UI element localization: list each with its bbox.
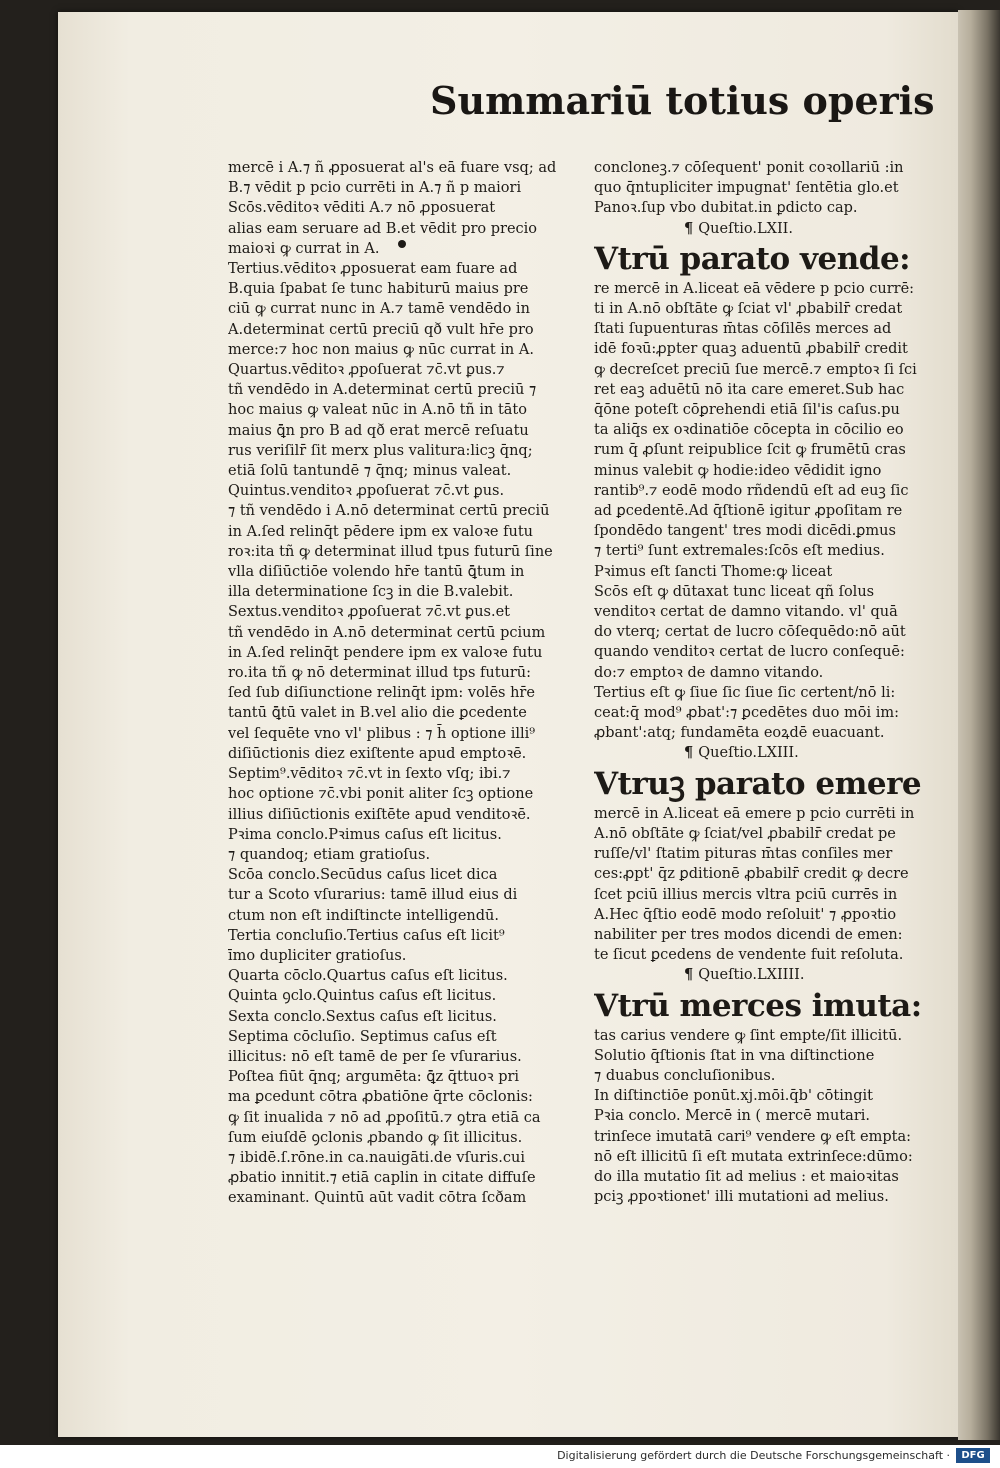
text-line: B.⁊ vēdit p pcio currēti in A.⁊ ñ p maiori — [228, 180, 522, 197]
text-line: quando venditoꝛ certat de lucro conſequē: — [594, 644, 905, 661]
text-line: re mercē in A.liceat eā vēdere p pcio currē: — [594, 280, 915, 297]
text-line: ⁊ quandoq; etiam gratioſus. — [228, 846, 431, 863]
text-line: in A.ſed relinq̄t pēdere ipm ex valoꝛe futu — [228, 523, 533, 540]
text-line: roꝛ:ita tñ ꝙ determinat illud tpus futurū ſine — [228, 543, 553, 560]
right-text-column — [594, 158, 934, 1207]
text-line: In diſtinctiōe ponūt.xj.mōi.q̄b' cōtingit — [594, 1088, 873, 1105]
text-line: rus veriſilr̄ ſit merx plus valitura:licꝫ q̄nq; — [228, 442, 533, 459]
text-line: illicitus: nō eſt tamē de per ſe vſurarius. — [228, 1048, 522, 1065]
text-line: A.nō obſtāte ꝙ ſciat/vel ꝓbabilr̄ credat pe — [594, 825, 896, 842]
text-line: Scōs.vēditoꝛ vēditi A.⁊ nō ꝓposuerat — [228, 200, 496, 217]
text-line: examinant. Quintū aūt vadit cōtra ſcðam — [228, 1190, 527, 1207]
text-line: tñ vendēdo in A.nō determinat certū pcium — [228, 624, 546, 641]
text-line: Sexta conclo.Sextus caſus eſt licitus. — [228, 1008, 497, 1025]
text-line: Scōs eſt ꝙ dūtaxat tunc liceat qñ ſolus — [594, 583, 875, 600]
text-line: Quinta ꝯclo.Quintus caſus eſt licitus. — [228, 988, 497, 1005]
text-line: Pꝛimus eſt ſancti Thome:ꝙ liceat — [594, 563, 833, 580]
text-line: ciū ꝙ currat nunc in A.⁊ tamē vendēdo in — [228, 301, 530, 318]
text-line: mercē i A.⁊ ñ ꝓposuerat al's eā fuare vsq; ad — [228, 160, 557, 176]
question-title: Vtruꝫ parato emere — [594, 765, 922, 802]
text-line: ⁊ ibidē.ſ.rōne.in ca.nauigāti.de vſuris.cui — [228, 1149, 526, 1166]
text-line: do illa mutatio ſit ad melius : et maioꝛitas — [594, 1168, 899, 1185]
text-line: trinſece imutatā cari⁹ vendere ꝙ eſt empta: — [594, 1128, 911, 1145]
question-heading — [594, 743, 934, 763]
text-line: ceat:q̄ mod⁹ ꝓbat':⁊ ꝑcedētes duo mōi im: — [594, 705, 899, 722]
text-line: vel ſequēte vno vl' plibus : ⁊ h̄ optione illi⁹ — [228, 725, 536, 742]
text-line: Quintus.venditoꝛ ꝓpoſuerat ⁊c̄.vt ꝑus. — [228, 483, 505, 500]
dfg-logo: DFG — [956, 1448, 990, 1463]
text-line: Panoꝛ.ſup vbo dubitat.in ꝑdicto cap. — [594, 200, 858, 217]
text-line: ro.ita tñ ꝙ nō determinat illud tps futurū: — [228, 665, 532, 682]
text-line: Tertia concluſio.Tertius caſus eſt licit⁹ — [228, 927, 505, 944]
text-line: B.quia ſpabat ſe tunc habiturū maius pre — [228, 281, 529, 298]
question-title: Vtrū parato vende: — [594, 240, 911, 277]
text-line: ret eaꝫ aduētū nō ita care emeret.Sub hac — [594, 381, 905, 398]
pilcrow-icon: ¶ — [684, 219, 699, 237]
text-line: Septima cōcluſio. Septimus caſus eſt — [228, 1028, 497, 1045]
text-line: ꝙ decreſcet preciū ſue mercē.⁊ emptoꝛ ſi ſci — [594, 361, 917, 378]
text-line: Solutio q̄ſtionis ſtat in vna diſtinctione — [594, 1047, 875, 1064]
text-line: rantib⁹.⁊ eodē modo rñdendū eſt ad euꝫ ſic — [594, 482, 909, 499]
text-line: Septim⁹.vēditoꝛ ⁊c̄.vt in ſexto vſq; ibi.⁊ — [228, 766, 511, 783]
text-line: ad ꝑcedentē.Ad q̄ſtionē igitur ꝓpoſitam re — [594, 503, 903, 520]
text-line: tñ vendēdo in A.determinat certū preciū ⁊ — [228, 382, 537, 399]
text-line: venditoꝛ certat de damno vitando. vl' quā — [594, 604, 898, 621]
question-title: Vtrū merces imuta: — [594, 987, 922, 1024]
text-line: Tertius eſt ꝙ ſiue ſic ſiue ſic certent/nō li: — [594, 684, 896, 701]
text-line: concloneꝫ.⁊ cōſequent' ponit coꝛollariū :in — [594, 160, 904, 176]
text-line: pciꝫ ꝓpoꝛtionet' illi mutationi ad melius. — [594, 1189, 889, 1206]
text-line: diſiūctionis diez exiſtente apud emptoꝛē. — [228, 745, 527, 762]
text-line: Quartus.vēditoꝛ ꝓpoſuerat ⁊c̄.vt ꝑus.⁊ — [228, 362, 505, 379]
footer-bar — [0, 1445, 1000, 1468]
question-number: Queſtio.LXIII. — [698, 745, 799, 762]
text-line: Pꝛima conclo.Pꝛimus caſus eſt licitus. — [228, 826, 502, 843]
text-line: Sextus.venditoꝛ ꝓpoſuerat ⁊c̄.vt ꝑus.et — [228, 604, 511, 621]
question-heading — [594, 965, 934, 985]
pilcrow-icon: ¶ — [684, 966, 699, 984]
text-line: hoc optione ⁊c̄.vbi ponit aliter ſcꝫ optione — [228, 786, 534, 803]
text-line: A.determinat certū preciū qð vult hr̄e pro — [228, 321, 534, 338]
text-line: Pꝛia conclo. Mercē in ( mercē mutari. — [594, 1108, 870, 1125]
text-line: do:⁊ emptoꝛ de damno vitando. — [594, 664, 824, 681]
text-line: Tertius.vēditoꝛ ꝓposuerat eam fuare ad — [228, 261, 518, 278]
ink-dot — [398, 240, 406, 248]
text-line: nō eſt illicitū ſi eſt mutata extrinſece:dūmo: — [594, 1148, 913, 1165]
text-line: minus valebit ꝙ hodie:ideo vēdidit igno — [594, 462, 882, 479]
text-line: tantū ꝗ̄tū valet in B.vel alio die ꝑcedente — [228, 705, 527, 722]
text-line: vlla diſiūctiōe volendo hr̄e tantū ꝗ̄tum in — [228, 564, 525, 581]
pilcrow-icon: ¶ — [684, 744, 699, 762]
question-number: Queſtio.LXII. — [698, 220, 794, 237]
text-line: quo q̄ntupliciter impugnat' ſentētia glo.et — [594, 180, 899, 197]
text-line: mercē in A.liceat eā emere p pcio currēti in — [594, 805, 915, 822]
text-line: ꝙ ſit inualida ⁊ nō ad ꝓpoſitū.⁊ ꝯtra etiā ca — [228, 1109, 541, 1126]
text-line: ⁊ terti⁹ ſunt extremales:ſcōs eſt medius. — [594, 543, 885, 560]
text-line: te ſicut ꝑcedens de vendente fuit reſoluta. — [594, 947, 904, 964]
question-number: Queſtio.LXIIII. — [698, 967, 805, 984]
text-line: etiā ſolū tantundē ⁊ q̄nq; minus valeat. — [228, 463, 512, 480]
text-line: A.Hec q̄ſtio eodē modo reſoluit' ⁊ ꝓpoꝛtio — [594, 906, 897, 923]
text-line: idē foꝛū:ꝓpter quaꝫ aduentū ꝓbabilr̄ credit — [594, 341, 908, 358]
question-heading — [594, 219, 934, 239]
text-line: maioꝛi ꝙ currat in A. — [228, 240, 380, 257]
text-line: illa determinatione ſcꝫ in die B.valebit. — [228, 584, 514, 601]
text-line: ⁊ duabus concluſionibus. — [594, 1067, 776, 1084]
text-line: ruſſe/vl' ſtatim pituras m̄tas conſiles mer — [594, 846, 893, 863]
text-line: do vterq; certat de lucro cōſequēdo:nō aūt — [594, 624, 906, 641]
text-line: ta aliq̄s ex oꝛdinatiōe cōcepta in cōcilio eo — [594, 422, 904, 439]
text-line: Poſtea fiūt q̄nq; argumēta: ꝗ̄z q̄ttuoꝛ pri — [228, 1069, 520, 1086]
book-gutter — [958, 10, 1000, 1440]
text-line: ſtati ſupuenturas m̄tas cōſilēs merces ad — [594, 321, 892, 338]
text-line: in A.ſed relinq̄t pendere ipm ex valoꝛe futu — [228, 644, 543, 661]
text-line: rum q̄ ꝓſunt reipublice ſcit ꝙ frumētū cras — [594, 442, 906, 459]
text-line: Scōa conclo.Secūdus caſus licet dica — [228, 867, 498, 884]
text-line: ma ꝑcedunt cōtra ꝓbatiōne q̄rte cōclonis: — [228, 1089, 533, 1106]
text-line: alias eam seruare ad B.et vēdit pro precio — [228, 220, 538, 237]
text-line: merce:⁊ hoc non maius ꝙ nūc currat in A. — [228, 341, 534, 358]
text-line: maius ꝗ̄n pro B ad qð erat mercē reſuatu — [228, 422, 529, 439]
text-line: ꝓbant':atq; fundamēta eoꝝdē euacuant. — [594, 725, 885, 742]
text-line: ⁊ tñ vendēdo i A.nō determinat certū preciū — [228, 503, 550, 520]
text-line: ti in A.nō obſtāte ꝙ ſciat vl' ꝓbabilr̄ credat — [594, 301, 903, 318]
text-line: īmo dupliciter gratioſus. — [228, 947, 407, 964]
text-line: ſed ſub diſiunctione relinq̄t ipm: volēs hr̄e — [228, 685, 535, 702]
left-text-column — [228, 158, 580, 1209]
text-line: nabiliter per tres modos dicendi de emen: — [594, 926, 903, 943]
text-line: ctum non eſt indiſtincte intelligendū. — [228, 907, 499, 924]
text-line: q̄ōne poteſt cōꝑrehendi etiā ſil'is caſus.pu — [594, 402, 900, 419]
funding-notice: Digitalisierung gefördert durch die Deutsche Forschungsgemeinschaft · — [557, 1449, 950, 1462]
text-line: ces:ꝓpt' q̄z ꝑditionē ꝓbabilr̄ credit ꝙ decre — [594, 866, 909, 883]
text-line: ſcet pciū illius mercis vltra pciū currēs in — [594, 886, 898, 903]
text-line: tur a Scoto vſurarius: tamē illud eius di — [228, 887, 518, 904]
text-line: illius diſiūctionis exiſtēte apud venditoꝛē. — [228, 806, 531, 823]
text-line: Quarta cōclo.Quartus caſus eſt licitus. — [228, 968, 508, 985]
running-head: Summariū totius operis — [430, 78, 935, 123]
text-line: ſpondēdo tangent' tres modi dicēdi.ꝑmus — [594, 523, 896, 540]
text-line: ſum eiuſdē ꝯclonis ꝓbando ꝙ ſit illicitus. — [228, 1129, 523, 1146]
text-line: hoc maius ꝙ valeat nūc in A.nō tñ in tāto — [228, 402, 527, 419]
text-line: ꝓbatio innitit.⁊ etiā caplin in citate diffuſe — [228, 1170, 536, 1187]
text-line: tas carius vendere ꝙ ſint empte/ſit illicitū. — [594, 1027, 903, 1044]
